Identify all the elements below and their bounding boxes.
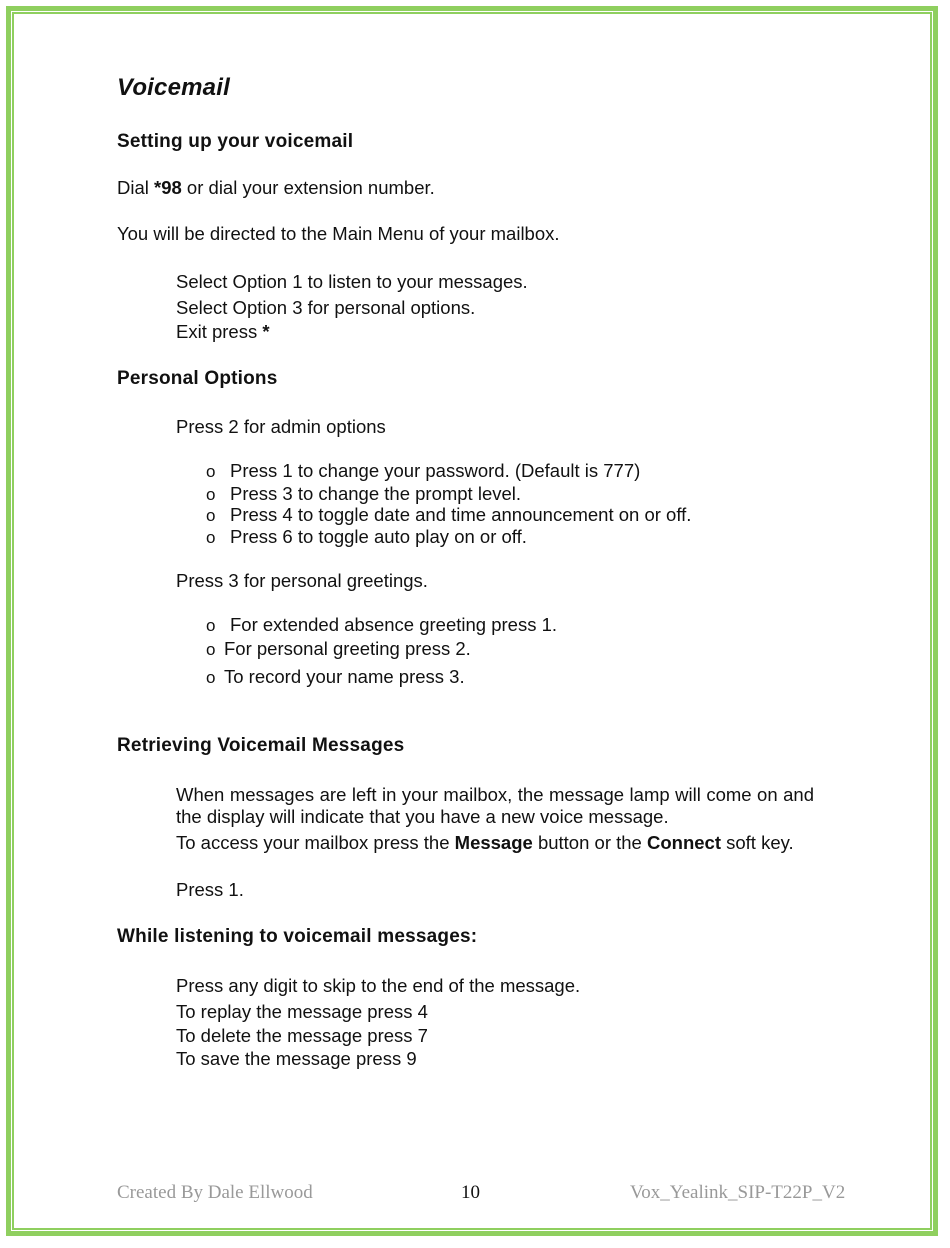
dial-code: *98 [154, 177, 182, 198]
text-part: button or the [532, 832, 647, 853]
list-item [147, 1001, 428, 1023]
sub-list-item [206, 526, 527, 548]
dial-prefix: Dial [117, 177, 155, 198]
page-title: Voicemail [117, 74, 230, 101]
list-item-text [176, 832, 814, 854]
list-item [147, 297, 475, 319]
circle-bullet-icon: o [206, 616, 216, 635]
list-item [147, 975, 580, 997]
circle-bullet-icon: o [206, 640, 216, 659]
footer-author: Created By Dale Ellwood [117, 1182, 313, 1203]
list-item [147, 321, 270, 343]
circle-bullet-icon: o [206, 668, 216, 687]
circle-bullet-icon: o [206, 528, 216, 547]
list-item-text: Exit press [176, 321, 263, 342]
sub-list-item-text: For extended absence greeting press 1. [230, 614, 558, 635]
list-item-text: Press 3 for personal greetings. [176, 570, 428, 591]
sub-list-item [206, 614, 557, 636]
list-item-text: To delete the message press 7 [176, 1025, 428, 1046]
listening-heading: While listening to voicemail messages: [117, 926, 478, 947]
list-item-text: Select Option 3 for personal options. [176, 297, 476, 318]
sub-list-item [206, 504, 691, 526]
list-item [147, 271, 528, 293]
list-item [147, 1025, 428, 1047]
dial-instruction [117, 177, 435, 199]
sub-list-item [206, 638, 471, 660]
text-part: soft key. [720, 832, 794, 853]
list-item-text: When messages are left in your mailbox, the message lamp will come on and the display will indicate that you have a new voice message. [176, 784, 814, 827]
list-item-text: Press 1. [176, 879, 244, 900]
list-item-text: To replay the message press 4 [176, 1001, 428, 1022]
sub-list-item-text: Press 4 to toggle date and time announcement on or off. [230, 504, 692, 525]
text-part: To access your mailbox press the [176, 832, 455, 853]
personal-options-heading: Personal Options [117, 368, 278, 389]
list-item-text: To save the message press 9 [176, 1048, 417, 1069]
setup-heading: Setting up your voicemail [117, 131, 354, 152]
directed-text: You will be directed to the Main Menu of your mailbox. [117, 223, 560, 244]
retrieving-heading: Retrieving Voicemail Messages [117, 735, 405, 756]
dial-suffix: or dial your extension number. [181, 177, 435, 198]
list-item [147, 879, 244, 901]
list-item-text: Select Option 1 to listen to your messages. [176, 271, 528, 292]
list-item [147, 1048, 417, 1070]
sub-list-item-text: Press 3 to change the prompt level. [230, 483, 522, 504]
list-item [147, 570, 428, 592]
page-number: 10 [461, 1182, 480, 1203]
sub-list-item-text: For personal greeting press 2. [224, 638, 471, 659]
circle-bullet-icon: o [206, 462, 216, 481]
message-button-label: Message [454, 832, 533, 853]
connect-softkey-label: Connect [646, 832, 721, 853]
list-item-text: Press 2 for admin options [176, 416, 386, 437]
sub-list-item-text: To record your name press 3. [224, 666, 465, 687]
sub-list-item-text: Press 1 to change your password. (Default is 777) [230, 460, 641, 481]
list-item [147, 832, 814, 854]
circle-bullet-icon: o [206, 506, 216, 525]
exit-key: * [262, 321, 270, 342]
circle-bullet-icon: o [206, 485, 216, 504]
footer-doc-id: Vox_Yealink_SIP-T22P_V2 [630, 1182, 846, 1203]
sub-list-item [206, 483, 521, 505]
list-item-text: Press any digit to skip to the end of the message. [176, 975, 581, 996]
sub-list-item [206, 666, 465, 688]
sub-list-item-text: Press 6 to toggle auto play on or off. [230, 526, 527, 547]
list-item [147, 784, 814, 828]
sub-list-item [206, 460, 640, 482]
list-item [147, 416, 386, 438]
